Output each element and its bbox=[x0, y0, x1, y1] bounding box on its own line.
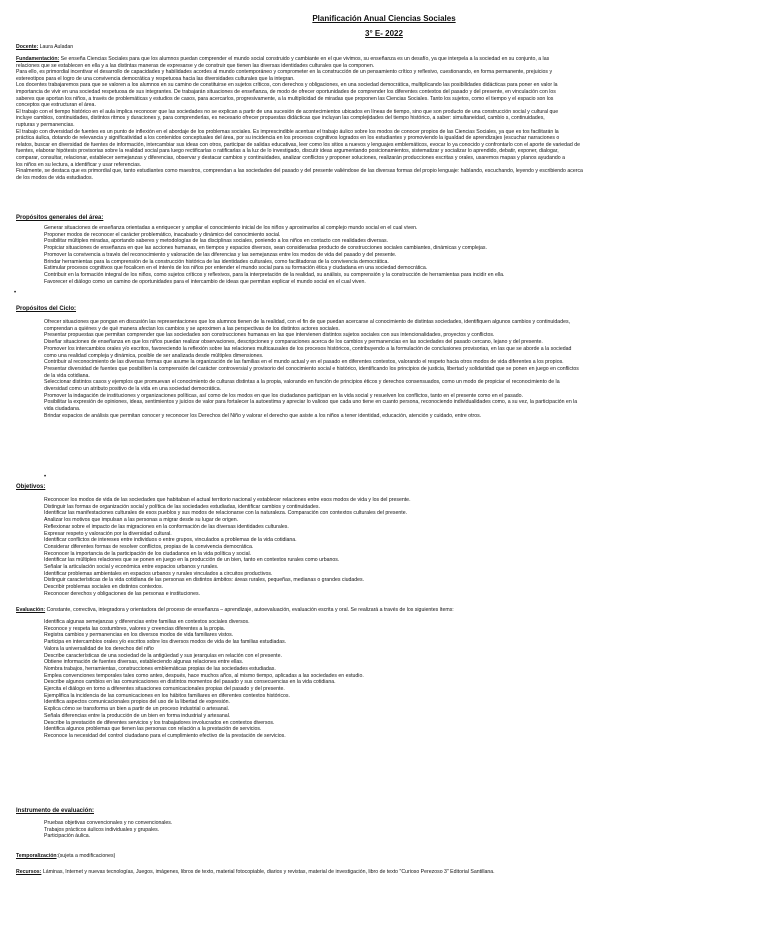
temporalizacion-text: :(sujeta a modificaciones) bbox=[56, 853, 116, 859]
temporalizacion-line bbox=[16, 853, 761, 860]
fundamentacion-text: relatos, buscar en diversidad de fuentes de información, intercambiar sus ideas con otros, participar de salidas educativas, leer como los sitios a nuevos y lenguajes emblemáticos, evocar lo ya conocido y confrontarlo con el aporte de variedad de bbox=[16, 141, 581, 148]
proposito-ciclo-item: • comprendan a quiénes y de qué manera afectan los cambios y se aproximen a las perspectivas de los distintos actores sociales. bbox=[44, 326, 764, 333]
fundamentacion-line bbox=[16, 162, 761, 169]
fundamentacion-line bbox=[16, 56, 761, 63]
fundamentacion-text: incluye cambios, continuidades, distintos ritmos y duraciones y, para comprenderlas, es necesario ofrecer propuestas didácticas que incluyan las complejidades del tiempo histórico, a saber: simultaneidad, cambio s, continuidades, bbox=[16, 115, 545, 122]
proposito-area-item: ▪ Contribuir en la formación integral de los niños, como sujetos críticos y reflexivos, para la interpretación de la realidad, su análisis, su comprensión y la construcción de herramientas para incidir en ella. bbox=[44, 272, 764, 279]
objetivo-item: • Distinguir características de la vida cotidiana de las personas en distintos ámbitos: áreas rurales, pequeñas, medianas o grandes ciudades. bbox=[44, 577, 764, 584]
fundamentacion-text: Los docentes trabajaremos para que se valoren a los alumnos en su camino de constituirse en sujetos críticos, con derechos y obligaciones, en una sociedad democrática, multiplicando las posibilidades didácticas para poner en valor la bbox=[16, 82, 558, 89]
proposito-ciclo-item: • diversidad como un atributo positivo de la vida en una sociedad democrática. bbox=[44, 386, 764, 393]
proposito-area-item: ▪ Brindar herramientas para la comprensión de la construcción histórica de las identidades culturales, como facilitadoras de la convivencia democrática. bbox=[44, 259, 764, 266]
recursos-label: Recursos: bbox=[16, 869, 42, 875]
docente-line bbox=[16, 44, 761, 51]
fundamentacion-text: los niños en su lectura, a identificar y usar referencias. bbox=[16, 161, 142, 168]
evaluacion-item: • Participa en intercambios orales y/o escritos sobre los diversos modos de vida de las familias estudiadas. bbox=[44, 639, 764, 646]
evaluacion-item: • Identifica aspectos comunicacionales propios del uso de la libertad de expresión. bbox=[44, 699, 764, 706]
objetivo-item: • Identificar las múltiples relaciones que se ponen en juego en la producción de un bien, tanto en contextos rurales como urbanos. bbox=[44, 557, 764, 564]
fundamentacion-line bbox=[16, 96, 761, 103]
fundamentacion-text: de los modos de vida estudiados. bbox=[16, 174, 93, 181]
recursos-text: Láminas, Internet y nuevas tecnologías, Juegos, imágenes, libros de texto, material fotocopiable, diarios y revistas, material de investigación, libro de texto "Curioso Perezoso 3" Editorial Santillana. bbox=[41, 869, 495, 875]
proposito-ciclo-item: • Brindar espacios de análisis que permitan conocer y reconocer los Derechos del Niño y valorar el derecho que asiste a los niños a tener identidad, educación, atención y cuidado, entre otros. bbox=[44, 413, 764, 420]
proposito-ciclo-item: • Posibilitar la expresión de opiniones, ideas, sentimientos y juicios de valor para fortalecer la autoestima y apreciar lo valioso que cada uno tiene en cuanto persona, reconociendo individualidades como, a su vez, la participación en la bbox=[44, 399, 764, 406]
evaluacion-item: • Registra cambios y permanencias en los diversos modos de vida familiares vistos. bbox=[44, 632, 764, 639]
objetivo-item: • Identificar conflictos de intereses entre individuos o entre grupos, vinculados a problemas de la vida cotidiana. bbox=[44, 537, 764, 544]
evaluacion-line bbox=[16, 607, 761, 614]
fundamentacion-text: saberes que aportan los niños, a través de problemáticas y estudios de casos, para acercarlos, progresivamente, a la multiplicidad de miradas que proponen las Ciencias Sociales. Tanto los sujetos, como el tiempo y el espacio son los bbox=[16, 95, 554, 102]
evaluacion-item: • Obtiene información de fuentes diversas, estableciendo algunas relaciones entre ellas. bbox=[44, 659, 764, 666]
objetivo-item: • Reflexionar sobre el impacto de las migraciones en la conformación de las diversas identidades culturales. bbox=[44, 524, 764, 531]
fundamentacion-text: Finalmente, se destaca que es primordial que, tanto estudiantes como maestros, comprendan a las sociedades del pasado y del presente valiéndose de las diversas formas del propio lenguaje: hablando, escuchando, leyendo y escribiendo acerca bbox=[16, 168, 583, 175]
proposito-area-item: ▪ Generar situaciones de enseñanza orientadas a enriquecer y ampliar el conocimiento inicial de los niños y aproximarlos al complejo mundo social en el cual viven. bbox=[44, 225, 764, 232]
objetivo-item: • Analizar los motivos que impulsan a las personas a migrar desde su lugar de origen. bbox=[44, 517, 764, 524]
objetivos-list bbox=[44, 497, 764, 598]
evaluacion-item: • Describe la prestación de diferentes servicios y los trabajadores involucrados en contextos diversos. bbox=[44, 720, 764, 727]
objetivo-item: • Reconocer los modos de vida de las sociedades que habitaban el actual territorio nacional y establecer relaciones entre esos modos de vida y los del presente. bbox=[44, 497, 764, 504]
fundamentacion-line bbox=[16, 175, 761, 182]
fundamentacion-line bbox=[16, 76, 761, 83]
document-title: Planificación Anual Ciencias Sociales bbox=[312, 14, 456, 23]
proposito-area-item: ▪ Posibilitar múltiples miradas, aportando saberes y metodologías de las disciplinas sociales, poniendo a los niños en contacto con realidades diversas. bbox=[44, 238, 764, 245]
instrumentos-heading: Instrumento de evaluación: bbox=[16, 808, 95, 814]
propositos-area-heading: Propósitos generales del área: bbox=[16, 215, 104, 221]
fundamentacion-label: Fundamentación: bbox=[16, 56, 60, 62]
objetivo-item: • Reconocer la importancia de la participación de los ciudadanos en la vida política y social. bbox=[44, 551, 764, 558]
fundamentacion-text: relaciones que se establecen en ella y a las distintas maneras de expresarse y de construir que tienen las diversas identidades culturales que la componen. bbox=[16, 62, 375, 69]
propositos-area-list bbox=[44, 225, 764, 285]
proposito-area-item: ▪ Proponer modos de reconocer el carácter problemático, inacabado y dinámico del conocimiento social. bbox=[44, 232, 764, 239]
stray-bullet: • bbox=[14, 290, 17, 296]
objetivo-item: • Distinguir las formas de organización social y política de las sociedades estudiadas, identificar cambios y continuidades. bbox=[44, 504, 764, 511]
evaluacion-item: • Reconoce la necesidad del control ciudadano para el cumplimiento efectivo de la prestación de servicios. bbox=[44, 733, 764, 740]
objetivo-item: • Reconocer derechos y obligaciones de las personas e instituciones. bbox=[44, 591, 764, 598]
stray-bullet-2: • bbox=[44, 474, 47, 480]
fundamentacion-text: práctica áulica, dotando de relevancia y significatividad a los contenidos conceptuales del área, por su incidencia en los procesos cognitivos logrados en los estudiantes y promoviendo la igualdad de aprendizajes (escuchar narraciones o bbox=[16, 135, 560, 142]
evaluacion-item: • Señala diferencias entre la producción de un bien en forma industrial y artesanal. bbox=[44, 713, 764, 720]
proposito-ciclo-item: • vida ciudadana. bbox=[44, 406, 764, 413]
instrumento-item: • Pruebas objetivas convencionales y no convencionales. bbox=[44, 820, 764, 827]
fundamentacion-line bbox=[16, 122, 761, 129]
docente-name: Laura Auladan bbox=[39, 44, 74, 50]
fundamentacion-line bbox=[16, 135, 761, 142]
temporalizacion-label: Temporalización bbox=[16, 853, 57, 859]
evaluacion-item: • Ejercita el diálogo en torno a diferentes situaciones comunicacionales propias del pasado y del presente. bbox=[44, 686, 764, 693]
fundamentacion-text: Se enseña Ciencias Sociales para que los alumnos puedan comprender el mundo social construido y cambiante en el que vivimos, su enseñanza es un desafío, ya que interpela a la sociedad en su conjunto, a las bbox=[59, 56, 550, 62]
proposito-ciclo-item: • Promover la indagación de instituciones y organizaciones políticas, así como de los modos en que los ciudadanos participan en la vida social y resuelven los conflictos, tanto en el presente como en el pasado. bbox=[44, 393, 764, 400]
fundamentacion-line bbox=[16, 142, 761, 149]
evaluacion-label: Evaluación: bbox=[16, 607, 46, 613]
recursos-line bbox=[16, 869, 761, 876]
evaluacion-item: • Ejemplifica la incidencia de las comunicaciones en los hábitos familiares en diferentes contextos históricos. bbox=[44, 693, 764, 700]
proposito-ciclo-item: • Ofrecer situaciones que pongan en discusión las representaciones que los alumnos tienen de la realidad, con el fin de que puedan acercarse al conocimiento de distintas sociedades, identifiquen algunos cambios y continuidades, bbox=[44, 319, 764, 326]
evaluacion-item: • Nombra trabajos, herramientas, construcciones emblemáticas propias de las sociedades estudiadas. bbox=[44, 666, 764, 673]
fundamentacion-line bbox=[16, 82, 761, 89]
fundamentacion-line bbox=[16, 129, 761, 136]
fundamentacion-line bbox=[16, 69, 761, 76]
objetivo-item: • Identificar problemas ambientales en espacios urbanos y rurales vinculados a circuitos productivos. bbox=[44, 571, 764, 578]
fundamentacion-line bbox=[16, 89, 761, 96]
instrumento-item: • Trabajos prácticos áulicos individuales y grupales. bbox=[44, 827, 764, 834]
proposito-ciclo-item: • Presentar propuestas que permitan comprender que las sociedades son construcciones humanas en las que intervienen distintos sujetos sociales con sus intencionalidades, proyectos y conflictos. bbox=[44, 332, 764, 339]
objetivo-item: • Señalar la articulación social y económica entre espacios urbanos y rurales. bbox=[44, 564, 764, 571]
instrumentos-list bbox=[44, 820, 764, 840]
evaluacion-item: • Identifica algunos problemas que tienen las personas con relación a la prestación de servicios. bbox=[44, 726, 764, 733]
fundamentacion-line bbox=[16, 155, 761, 162]
proposito-ciclo-item: • Seleccionar distintos casos y ejemplos que promuevan el conocimiento de culturas distintas a la propia, valorando en función de principios éticos y derechos consensuados, como un modo de propiciar el reconocimiento de la bbox=[44, 379, 764, 386]
fundamentacion-line bbox=[16, 109, 761, 116]
fundamentacion-line bbox=[16, 102, 761, 109]
fundamentacion-text: El trabajo con el tiempo histórico en el aula implica reconocer que las sociedades no se explican a partir de una sucesión de acontecimientos ubicados en líneas de tiempo, sino que son producto de una construcción social y cultural que bbox=[16, 108, 559, 115]
propositos-ciclo-heading: Propósitos del Ciclo: bbox=[16, 306, 77, 312]
document-grade: 3° E- 2022 bbox=[365, 29, 403, 38]
fundamentacion-line bbox=[16, 115, 761, 122]
fundamentacion-line bbox=[16, 148, 761, 155]
proposito-ciclo-item: • de la vida cotidiana. bbox=[44, 373, 764, 380]
proposito-area-item: ▪ Propiciar situaciones de enseñanza en que las acciones humanas, en tiempos y espacios diversos, sean consideradas producto de construcciones sociales cambiantes, dinámicas y complejas. bbox=[44, 245, 764, 252]
proposito-area-item: ▪ Estimular procesos cognitivos que focalicen en el interés de los niños por entender el mundo social para su formación ética y ciudadana en una sociedad democrática. bbox=[44, 265, 764, 272]
objetivos-heading: Objetivos: bbox=[16, 484, 46, 490]
evaluacion-item: • Describe algunos cambios en las comunicaciones en distintos momentos del pasado y sus consecuencias en la vida cotidiana. bbox=[44, 679, 764, 686]
evaluacion-item: • Emplea convenciones temporales tales como antes, después, hace muchos años, al mismo tiempo, aplicadas a las sociedades en estudio. bbox=[44, 673, 764, 680]
proposito-ciclo-item: • Presentar diversidad de fuentes que posibiliten la comprensión del carácter controversial y provisorio del conocimiento social e histórico, identificando los principios de justicia, libertad y solidaridad que se ponen en juego en conflictos bbox=[44, 366, 764, 373]
fundamentacion-text: Para ello, es primordial incentivar el desarrollo de capacidades y habilidades acordes al mundo contemporáneo y comprometer en la construcción de un pensamiento crítico y reflexivo, cuestionando, en forma permanente, prejuicios y bbox=[16, 69, 553, 76]
proposito-ciclo-item: • Contribuir al reconocimiento de las diversas formas que asume la organización de las familias en el mundo actual y en el pasado en diferentes contextos, valorando el respeto hacia otros modos de vida diferentes a los propios. bbox=[44, 359, 764, 366]
objetivo-item: • Considerar diferentes formas de resolver conflictos, propias de la convivencia democrática. bbox=[44, 544, 764, 551]
proposito-ciclo-item: • Diseñar situaciones de enseñanza en que los niños puedan realizar observaciones, descripciones y comparaciones acerca de los cambios y permanencias en las sociedades del pasado cercano, lejano y del presente. bbox=[44, 339, 764, 346]
instrumento-item: • Participación áulica. bbox=[44, 833, 764, 840]
objetivo-item: • Expresar respeto y valoración por la diversidad cultural. bbox=[44, 531, 764, 538]
fundamentacion-text: El trabajo con diversidad de fuentes es un punto de inflexión en el abordaje de los problemas sociales. Es imprescindible acentuar el trabajo áulico sobre los modos de conocer propios de las Ciencias Sociales, ya que es tos facilitarán la bbox=[16, 128, 559, 135]
propositos-ciclo-list bbox=[44, 319, 764, 420]
evaluacion-item: • Valora la universalidad de los derechos del niño bbox=[44, 646, 764, 653]
fundamentacion-text: rupturas y permanencias. bbox=[16, 122, 75, 128]
fundamentacion-text: fuentes, elaborar hipótesis provisorias sobre la realidad social para luego rectificarlas o ratificarlas a la luz de lo investigado, discutir ideas argumentando posicionamientos, sistematizar y socializar lo aprendido, debatir, exponer, dialogar, bbox=[16, 148, 559, 155]
evaluacion-item: • Explica cómo se transforma un bien a partir de un proceso industrial o artesanal. bbox=[44, 706, 764, 713]
objetivo-item: • Identificar las manifestaciones culturales de esos pueblos y sus modos de relacionarse con la naturaleza. Comparación con contextos culturales del presente. bbox=[44, 510, 764, 517]
evaluacion-item: • Describe características de una sociedad de la antigüedad y sus jerarquías en relación con el presente. bbox=[44, 653, 764, 660]
fundamentacion-line bbox=[16, 63, 761, 70]
evaluacion-list bbox=[44, 619, 764, 740]
fundamentacion-text: conceptos que estructuran el área. bbox=[16, 102, 96, 109]
fundamentacion-line bbox=[16, 168, 761, 175]
proposito-ciclo-item: • Promover los intercambios orales y/o escritos, favoreciendo la reflexión sobre las relaciones multicausales de los procesos históricos, contribuyendo a la formulación de conclusiones provisorias, en las que se aborde a la sociedad bbox=[44, 346, 764, 353]
fundamentacion-text: comparar, consultar, relacionar, establecer semejanzas y diferencias, observar y destacar cambios y continuidades, analizar conflictos y proponer soluciones, realizarán producciones escritas y orales, usaremos mapas y planos ayudando a bbox=[16, 155, 566, 161]
proposito-ciclo-item: • como una realidad compleja y dinámica, posible de ser analizada desde múltiples dimensiones. bbox=[44, 353, 764, 360]
proposito-area-item: ▪ Favorecer el diálogo como un camino de oportunidades para el intercambio de ideas que permitan explicar el mundo social en el cual viven. bbox=[44, 279, 764, 286]
evaluacion-item: • Reconoce y respeta las costumbres, valores y creencias diferentes a la propia. bbox=[44, 626, 764, 633]
proposito-area-item: ▪ Promover la convivencia a través del reconocimiento y valoración de las diferencias y las semejanzas entre los modos de vida del pasado y del presente. bbox=[44, 252, 764, 259]
evaluacion-text: Constante, correctiva, integradora y orientadora del proceso de enseñanza – aprendizaje, autoevaluación, evaluación escrita y oral. Se realizará a través de los siguientes ítems: bbox=[45, 607, 454, 613]
objetivo-item: • Describir problemas sociales en distintos contextos. bbox=[44, 584, 764, 591]
evaluacion-item: • Identifica algunas semejanzas y diferencias entre familias en contextos sociales diversos. bbox=[44, 619, 764, 626]
docente-label: Docente: bbox=[16, 44, 39, 50]
fundamentacion-text: importancia de vivir en una sociedad respetuosa de sus integrantes. De trabajarán situaciones de enseñanza, de modo de ofrecer oportunidades de comprender los diferentes contextos del pasado y del presente, en vinculación con los bbox=[16, 89, 556, 95]
fundamentacion-text: estereotipos para el logro de una convivencia democrática y respetuosa hacia las diversidades culturales que la integran. bbox=[16, 75, 295, 82]
